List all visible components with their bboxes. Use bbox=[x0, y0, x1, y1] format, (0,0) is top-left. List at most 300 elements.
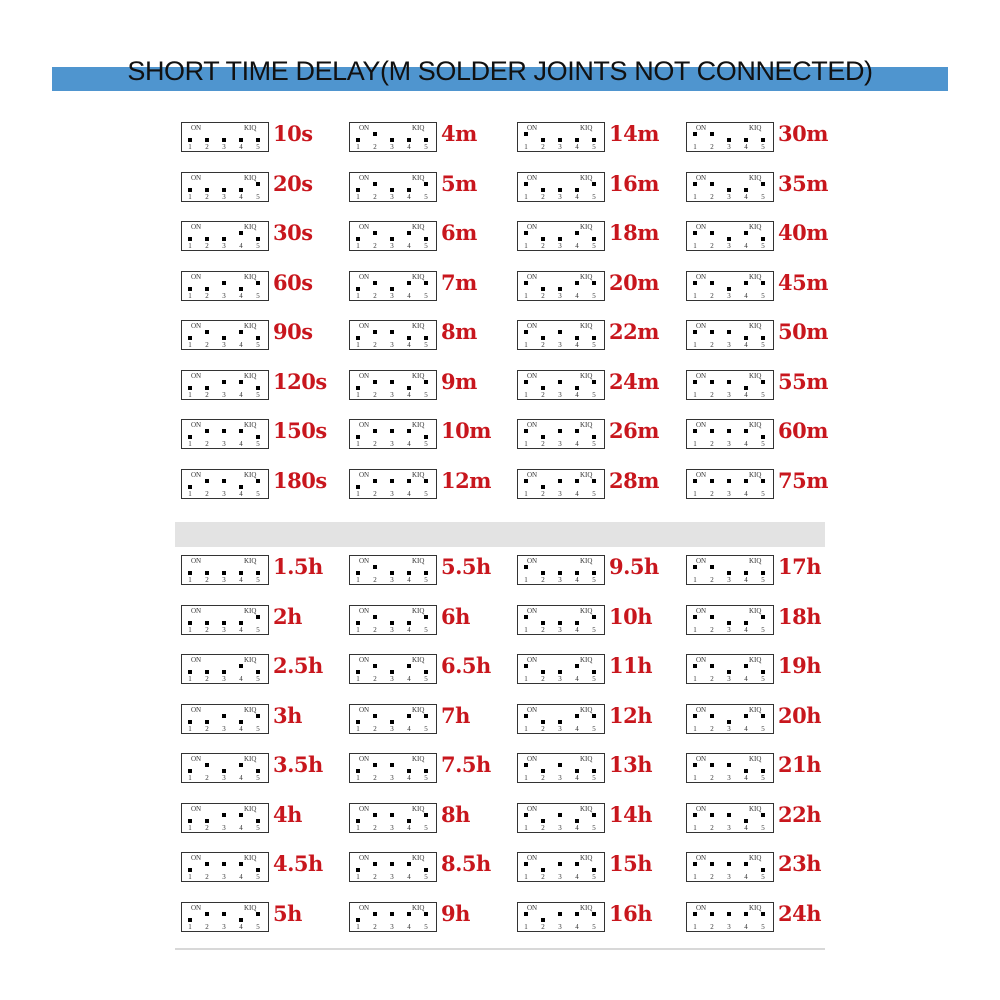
switch-position-dot bbox=[424, 912, 428, 916]
switch-number: 4 bbox=[744, 242, 748, 250]
switch-number: 3 bbox=[222, 873, 226, 881]
switch-number: 4 bbox=[239, 192, 243, 201]
switch-number: 5 bbox=[256, 922, 260, 931]
dip-switch-diagram bbox=[686, 370, 774, 400]
delay-setting bbox=[680, 895, 840, 935]
switch-number: 4 bbox=[239, 576, 243, 584]
switch-number: 1 bbox=[524, 390, 528, 399]
switch-on-label: ON bbox=[696, 705, 707, 714]
switch-position-dot bbox=[256, 281, 260, 285]
switch-number: 5 bbox=[424, 922, 428, 931]
delay-setting bbox=[680, 548, 840, 588]
switch-number: 2 bbox=[205, 873, 209, 881]
switch-kiq-label: KIQ bbox=[749, 272, 762, 281]
switch-number: 4 bbox=[744, 143, 748, 151]
dip-switch-diagram bbox=[181, 122, 269, 152]
switch-number: 5 bbox=[592, 192, 596, 201]
switch-number: 5 bbox=[424, 192, 428, 201]
dip-switch-diagram bbox=[349, 704, 437, 734]
switch-number: 5 bbox=[592, 143, 596, 151]
switch-position-dot bbox=[205, 330, 209, 334]
dip-switch-diagram bbox=[349, 654, 437, 684]
delay-setting bbox=[511, 796, 671, 836]
switch-number: 1 bbox=[693, 489, 697, 498]
switch-position-dot bbox=[524, 615, 528, 619]
switch-number: 1 bbox=[524, 242, 528, 250]
switch-position-dot bbox=[373, 330, 377, 334]
switch-position-dot bbox=[390, 380, 394, 384]
switch-position-dot bbox=[256, 138, 260, 142]
switch-number: 3 bbox=[558, 192, 562, 201]
delay-setting bbox=[175, 697, 335, 737]
switch-position-dot bbox=[222, 380, 226, 384]
switch-on-label: ON bbox=[359, 755, 370, 763]
switch-position-dot bbox=[205, 763, 209, 767]
switch-position-dot bbox=[373, 132, 377, 136]
switch-number: 5 bbox=[761, 823, 765, 832]
switch-number: 5 bbox=[256, 823, 260, 832]
switch-position-dot bbox=[188, 485, 192, 489]
delay-setting bbox=[343, 313, 503, 353]
switch-on-label: ON bbox=[696, 755, 707, 763]
switch-on-label: ON bbox=[527, 124, 538, 132]
switch-kiq-label: KIQ bbox=[244, 322, 257, 330]
dip-switch-diagram bbox=[686, 852, 774, 882]
switch-position-dot bbox=[693, 281, 697, 285]
delay-time-label: 7.5h bbox=[441, 752, 491, 777]
switch-position-dot bbox=[592, 182, 596, 186]
switch-number: 2 bbox=[541, 143, 545, 151]
switch-number: 1 bbox=[693, 143, 697, 151]
switch-position-dot bbox=[188, 188, 192, 192]
switch-number: 1 bbox=[188, 625, 192, 634]
switch-number: 2 bbox=[373, 576, 377, 584]
switch-number: 2 bbox=[373, 242, 377, 250]
switch-position-dot bbox=[239, 287, 243, 291]
dip-switch-diagram bbox=[686, 555, 774, 585]
switch-kiq-label: KIQ bbox=[580, 470, 593, 479]
switch-number: 1 bbox=[356, 440, 360, 448]
switch-number: 3 bbox=[222, 625, 226, 634]
switch-number: 1 bbox=[693, 625, 697, 634]
switch-position-dot bbox=[407, 188, 411, 192]
switch-number: 1 bbox=[524, 922, 528, 931]
switch-on-label: ON bbox=[191, 223, 202, 231]
switch-number: 2 bbox=[541, 873, 545, 881]
section-divider bbox=[175, 522, 825, 547]
switch-kiq-label: KIQ bbox=[749, 804, 762, 813]
dip-switch-diagram bbox=[686, 605, 774, 635]
switch-number: 5 bbox=[592, 440, 596, 448]
switch-on-label: ON bbox=[527, 557, 538, 565]
switch-position-dot bbox=[592, 336, 596, 340]
switch-position-dot bbox=[256, 769, 260, 773]
switch-position-dot bbox=[524, 664, 528, 668]
switch-position-dot bbox=[373, 231, 377, 235]
switch-position-dot bbox=[575, 336, 579, 340]
switch-position-dot bbox=[524, 281, 528, 285]
switch-number: 3 bbox=[390, 873, 394, 881]
switch-position-dot bbox=[205, 621, 209, 625]
switch-position-dot bbox=[744, 819, 748, 823]
dip-switch-diagram bbox=[517, 172, 605, 202]
switch-position-dot bbox=[256, 912, 260, 916]
delay-time-label: 20h bbox=[778, 702, 821, 728]
switch-position-dot bbox=[693, 664, 697, 668]
switch-number: 5 bbox=[592, 675, 596, 683]
switch-position-dot bbox=[188, 571, 192, 575]
switch-number: 1 bbox=[356, 291, 360, 300]
switch-number: 1 bbox=[524, 143, 528, 151]
switch-position-dot bbox=[575, 862, 579, 866]
dip-switch-diagram bbox=[181, 320, 269, 350]
switch-number: 3 bbox=[222, 922, 226, 931]
switch-on-label: ON bbox=[696, 272, 707, 281]
switch-number: 2 bbox=[541, 675, 545, 683]
switch-number: 2 bbox=[541, 625, 545, 634]
dip-switch-diagram bbox=[181, 902, 269, 932]
switch-position-dot bbox=[592, 769, 596, 773]
dip-switch-diagram bbox=[686, 704, 774, 734]
switch-number: 4 bbox=[744, 440, 748, 448]
dip-switch-diagram bbox=[349, 753, 437, 783]
switch-position-dot bbox=[558, 429, 562, 433]
delay-setting bbox=[175, 462, 335, 502]
switch-position-dot bbox=[239, 380, 243, 384]
dip-switch-diagram bbox=[181, 555, 269, 585]
switch-number: 1 bbox=[356, 873, 360, 881]
delay-setting bbox=[680, 165, 840, 205]
switch-position-dot bbox=[256, 571, 260, 575]
switch-on-label: ON bbox=[191, 557, 202, 565]
switch-position-dot bbox=[407, 231, 411, 235]
switch-position-dot bbox=[407, 571, 411, 575]
switch-position-dot bbox=[222, 336, 226, 340]
switch-on-label: ON bbox=[696, 173, 707, 182]
delay-setting bbox=[343, 363, 503, 403]
switch-position-dot bbox=[727, 912, 731, 916]
switch-position-dot bbox=[575, 819, 579, 823]
switch-number: 1 bbox=[524, 341, 528, 349]
switch-kiq-label: KIQ bbox=[412, 470, 425, 479]
dip-switch-diagram bbox=[517, 469, 605, 499]
switch-number: 5 bbox=[761, 192, 765, 201]
switch-kiq-label: KIQ bbox=[580, 854, 593, 862]
switch-on-label: ON bbox=[191, 371, 202, 380]
switch-position-dot bbox=[558, 571, 562, 575]
switch-position-dot bbox=[592, 571, 596, 575]
dip-switch-diagram bbox=[349, 370, 437, 400]
switch-kiq-label: KIQ bbox=[244, 557, 257, 565]
delay-setting bbox=[680, 647, 840, 687]
switch-number: 5 bbox=[761, 242, 765, 250]
switch-position-dot bbox=[575, 714, 579, 718]
switch-number: 1 bbox=[524, 774, 528, 782]
delay-time-label: 5h bbox=[273, 900, 302, 926]
switch-number: 3 bbox=[558, 242, 562, 250]
switch-number: 2 bbox=[373, 341, 377, 349]
dip-switch-diagram bbox=[686, 803, 774, 833]
switch-position-dot bbox=[592, 714, 596, 718]
delay-setting bbox=[343, 845, 503, 885]
dip-switch-diagram bbox=[349, 419, 437, 449]
switch-number: 5 bbox=[761, 143, 765, 151]
delay-setting bbox=[511, 214, 671, 254]
switch-number: 5 bbox=[256, 242, 260, 250]
switch-position-dot bbox=[710, 182, 714, 186]
switch-position-dot bbox=[710, 813, 714, 817]
switch-position-dot bbox=[541, 670, 545, 674]
switch-position-dot bbox=[558, 912, 562, 916]
switch-kiq-label: KIQ bbox=[412, 854, 425, 862]
switch-position-dot bbox=[373, 479, 377, 483]
switch-number: 5 bbox=[761, 341, 765, 349]
switch-number: 4 bbox=[575, 724, 579, 733]
switch-position-dot bbox=[373, 182, 377, 186]
switch-number: 3 bbox=[558, 922, 562, 931]
switch-number: 3 bbox=[390, 390, 394, 399]
switch-position-dot bbox=[390, 138, 394, 142]
switch-number: 5 bbox=[592, 873, 596, 881]
switch-number: 4 bbox=[575, 192, 579, 201]
switch-number: 2 bbox=[541, 823, 545, 832]
switch-position-dot bbox=[727, 138, 731, 142]
delay-setting bbox=[680, 462, 840, 502]
switch-position-dot bbox=[558, 813, 562, 817]
switch-position-dot bbox=[710, 479, 714, 483]
switch-position-dot bbox=[205, 912, 209, 916]
switch-number: 5 bbox=[424, 823, 428, 832]
switch-number: 4 bbox=[407, 576, 411, 584]
switch-number: 5 bbox=[592, 576, 596, 584]
switch-number: 1 bbox=[524, 291, 528, 300]
switch-position-dot bbox=[188, 868, 192, 872]
switch-number: 5 bbox=[761, 625, 765, 634]
switch-number: 1 bbox=[188, 724, 192, 733]
switch-number: 5 bbox=[761, 873, 765, 881]
switch-number: 2 bbox=[710, 390, 714, 399]
delay-setting bbox=[680, 313, 840, 353]
switch-number: 2 bbox=[710, 823, 714, 832]
switch-position-dot bbox=[205, 188, 209, 192]
delay-time-label: 180s bbox=[273, 467, 327, 493]
switch-number: 4 bbox=[407, 440, 411, 448]
switch-number: 2 bbox=[205, 143, 209, 151]
switch-on-label: ON bbox=[527, 470, 538, 479]
switch-position-dot bbox=[744, 429, 748, 433]
delay-setting bbox=[680, 845, 840, 885]
switch-position-dot bbox=[575, 386, 579, 390]
switch-position-dot bbox=[524, 714, 528, 718]
delay-setting bbox=[680, 264, 840, 304]
switch-position-dot bbox=[541, 819, 545, 823]
switch-number: 2 bbox=[205, 576, 209, 584]
switch-position-dot bbox=[356, 188, 360, 192]
switch-position-dot bbox=[222, 138, 226, 142]
switch-number: 3 bbox=[727, 873, 731, 881]
switch-number: 3 bbox=[558, 823, 562, 832]
switch-on-label: ON bbox=[191, 421, 202, 429]
switch-number: 1 bbox=[524, 823, 528, 832]
switch-position-dot bbox=[205, 670, 209, 674]
delay-time-label: 8.5h bbox=[441, 851, 491, 876]
bottom-rule bbox=[175, 948, 825, 950]
switch-position-dot bbox=[356, 571, 360, 575]
delay-setting bbox=[175, 264, 335, 304]
switch-position-dot bbox=[524, 330, 528, 334]
switch-position-dot bbox=[744, 862, 748, 866]
switch-position-dot bbox=[373, 664, 377, 668]
dip-switch-diagram bbox=[349, 172, 437, 202]
switch-number: 2 bbox=[710, 576, 714, 584]
switch-number: 1 bbox=[356, 724, 360, 733]
switch-position-dot bbox=[424, 615, 428, 619]
switch-number: 5 bbox=[761, 390, 765, 399]
delay-setting bbox=[511, 363, 671, 403]
switch-number: 5 bbox=[424, 291, 428, 300]
switch-kiq-label: KIQ bbox=[749, 322, 762, 330]
switch-number: 3 bbox=[558, 143, 562, 151]
switch-on-label: ON bbox=[696, 804, 707, 813]
switch-position-dot bbox=[424, 714, 428, 718]
switch-position-dot bbox=[744, 621, 748, 625]
switch-number: 4 bbox=[239, 922, 243, 931]
switch-number: 4 bbox=[407, 774, 411, 782]
switch-position-dot bbox=[222, 188, 226, 192]
switch-position-dot bbox=[222, 237, 226, 241]
delay-time-label: 28m bbox=[609, 467, 659, 493]
switch-number: 2 bbox=[541, 576, 545, 584]
dip-switch-diagram bbox=[686, 172, 774, 202]
switch-position-dot bbox=[390, 670, 394, 674]
switch-position-dot bbox=[592, 237, 596, 241]
switch-number: 5 bbox=[592, 341, 596, 349]
switch-position-dot bbox=[727, 429, 731, 433]
switch-number: 4 bbox=[575, 873, 579, 881]
switch-number: 1 bbox=[524, 873, 528, 881]
delay-time-label: 55m bbox=[778, 368, 828, 394]
switch-kiq-label: KIQ bbox=[412, 705, 425, 714]
dip-switch-diagram bbox=[686, 654, 774, 684]
delay-setting bbox=[175, 363, 335, 403]
dip-switch-diagram bbox=[349, 605, 437, 635]
switch-position-dot bbox=[575, 231, 579, 235]
delay-time-label: 9h bbox=[441, 900, 470, 926]
switch-number: 2 bbox=[373, 489, 377, 498]
switch-position-dot bbox=[356, 819, 360, 823]
dip-switch-diagram bbox=[517, 555, 605, 585]
switch-position-dot bbox=[373, 763, 377, 767]
switch-number: 2 bbox=[205, 774, 209, 782]
switch-position-dot bbox=[744, 188, 748, 192]
switch-number: 5 bbox=[761, 774, 765, 782]
switch-number: 2 bbox=[373, 143, 377, 151]
delay-setting bbox=[175, 647, 335, 687]
switch-position-dot bbox=[373, 862, 377, 866]
switch-number: 4 bbox=[239, 873, 243, 881]
switch-number: 5 bbox=[256, 774, 260, 782]
switch-number: 4 bbox=[239, 724, 243, 733]
switch-number: 3 bbox=[390, 675, 394, 683]
switch-kiq-label: KIQ bbox=[244, 705, 257, 714]
switch-number: 5 bbox=[424, 675, 428, 683]
switch-number: 3 bbox=[727, 576, 731, 584]
switch-position-dot bbox=[356, 769, 360, 773]
switch-position-dot bbox=[407, 769, 411, 773]
switch-position-dot bbox=[727, 287, 731, 291]
switch-kiq-label: KIQ bbox=[580, 606, 593, 615]
delay-setting bbox=[343, 115, 503, 155]
switch-on-label: ON bbox=[527, 173, 538, 182]
switch-on-label: ON bbox=[359, 371, 370, 380]
switch-position-dot bbox=[541, 237, 545, 241]
switch-number: 4 bbox=[744, 390, 748, 399]
delay-setting bbox=[343, 165, 503, 205]
switch-position-dot bbox=[541, 336, 545, 340]
delay-setting bbox=[511, 746, 671, 786]
switch-position-dot bbox=[693, 714, 697, 718]
switch-number: 5 bbox=[256, 440, 260, 448]
delay-setting bbox=[511, 462, 671, 502]
dip-switch-diagram bbox=[349, 852, 437, 882]
switch-position-dot bbox=[239, 621, 243, 625]
switch-position-dot bbox=[558, 763, 562, 767]
dip-switch-diagram bbox=[517, 704, 605, 734]
switch-kiq-label: KIQ bbox=[749, 854, 762, 862]
delay-time-label: 7m bbox=[441, 269, 477, 295]
switch-on-label: ON bbox=[359, 903, 370, 912]
delay-time-label: 8h bbox=[441, 801, 470, 827]
switch-position-dot bbox=[693, 429, 697, 433]
dip-switch-diagram bbox=[517, 803, 605, 833]
delay-time-label: 16h bbox=[609, 900, 652, 926]
switch-position-dot bbox=[710, 231, 714, 235]
dip-switch-diagram bbox=[181, 803, 269, 833]
switch-number: 4 bbox=[575, 242, 579, 250]
delay-time-label: 15h bbox=[609, 851, 652, 876]
switch-position-dot bbox=[524, 132, 528, 136]
switch-on-label: ON bbox=[696, 903, 707, 912]
switch-position-dot bbox=[727, 862, 731, 866]
delay-setting bbox=[343, 647, 503, 687]
switch-number: 4 bbox=[407, 922, 411, 931]
switch-kiq-label: KIQ bbox=[244, 804, 257, 813]
switch-position-dot bbox=[205, 138, 209, 142]
switch-number: 3 bbox=[390, 823, 394, 832]
switch-number: 5 bbox=[424, 774, 428, 782]
switch-kiq-label: KIQ bbox=[412, 322, 425, 330]
delay-time-label: 3h bbox=[273, 702, 302, 728]
delay-time-label: 4.5h bbox=[273, 851, 323, 876]
switch-position-dot bbox=[188, 237, 192, 241]
switch-number: 3 bbox=[390, 341, 394, 349]
switch-on-label: ON bbox=[527, 705, 538, 714]
switch-number: 2 bbox=[710, 341, 714, 349]
switch-on-label: ON bbox=[359, 124, 370, 132]
switch-number: 3 bbox=[390, 724, 394, 733]
switch-position-dot bbox=[407, 386, 411, 390]
switch-position-dot bbox=[693, 380, 697, 384]
switch-number: 3 bbox=[558, 440, 562, 448]
delay-setting bbox=[175, 165, 335, 205]
switch-position-dot bbox=[256, 435, 260, 439]
switch-kiq-label: KIQ bbox=[244, 223, 257, 231]
switch-on-label: ON bbox=[191, 173, 202, 182]
switch-kiq-label: KIQ bbox=[244, 470, 257, 479]
switch-on-label: ON bbox=[527, 804, 538, 813]
switch-number: 1 bbox=[356, 143, 360, 151]
switch-position-dot bbox=[222, 281, 226, 285]
